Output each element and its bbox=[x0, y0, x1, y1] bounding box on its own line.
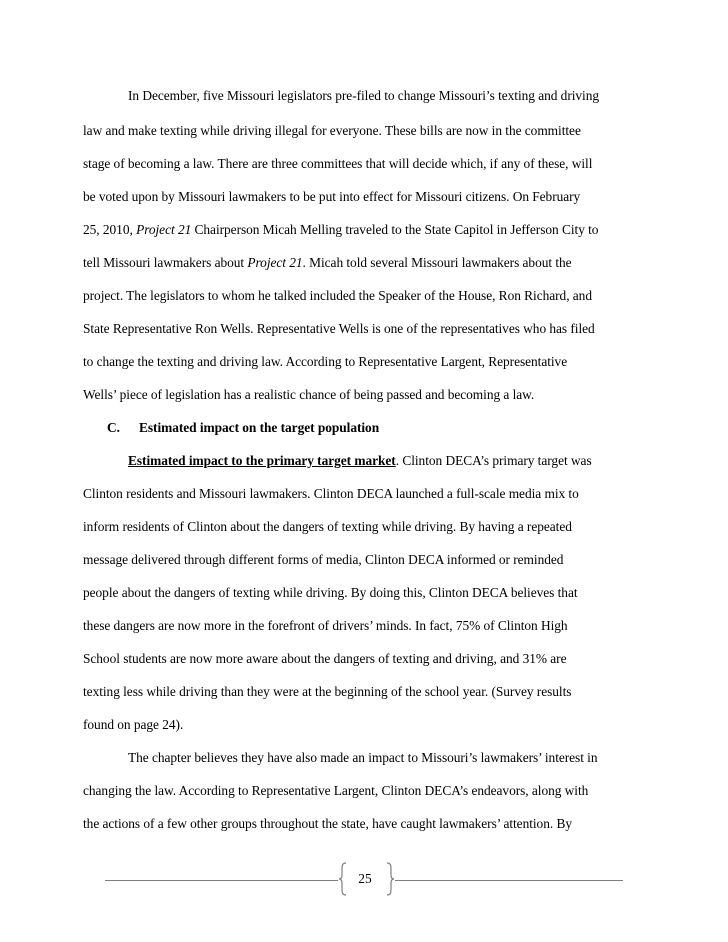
paragraph-line bbox=[83, 221, 663, 239]
section-heading bbox=[107, 419, 687, 437]
italic-project-name: Project 21 bbox=[247, 255, 303, 270]
sub-heading: Estimated impact to the primary target market bbox=[128, 453, 396, 468]
paragraph-line: law and make texting while driving illegal for everyone. These bills are now in the committee bbox=[83, 123, 581, 138]
paragraph-line: texting less while driving than they were at the beginning of the school year. (Survey results bbox=[83, 684, 572, 699]
paragraph-line: The chapter believes they have also made an impact to Missouri’s lawmakers’ interest in bbox=[128, 750, 598, 765]
paragraph-line: stage of becoming a law. There are three committees that will decide which, if any of these, will bbox=[83, 156, 593, 171]
paragraph-line: to change the texting and driving law. According to Representative Largent, Representative bbox=[83, 354, 568, 369]
section-letter: C. bbox=[107, 420, 120, 435]
paragraph-line: changing the law. According to Representative Largent, Clinton DECA’s endeavors, along with bbox=[83, 783, 589, 798]
paragraph-line: State Representative Ron Wells. Representative Wells is one of the representatives who has filed bbox=[83, 321, 595, 336]
text-run: tell Missouri lawmakers about bbox=[83, 255, 248, 270]
paragraph-line: people about the dangers of texting while driving. By doing this, Clinton DECA believes that bbox=[83, 585, 578, 600]
italic-project-name: Project 21 bbox=[136, 222, 192, 237]
text-run: . Micah told several Missouri lawmakers about the bbox=[302, 255, 572, 270]
paragraph-line bbox=[128, 452, 708, 470]
paragraph-line: project. The legislators to whom he talked included the Speaker of the House, Ron Richard, and bbox=[83, 288, 592, 303]
text-run: . Clinton DECA’s primary target was bbox=[395, 453, 592, 468]
footer-rule-right bbox=[395, 880, 623, 881]
paragraph-line: inform residents of Clinton about the dangers of texting while driving. By having a repeated bbox=[83, 519, 572, 534]
text-run: 25, 2010, bbox=[83, 222, 137, 237]
right-brace-icon bbox=[386, 862, 395, 896]
page-number: 25 bbox=[358, 871, 372, 886]
paragraph-line bbox=[83, 254, 663, 272]
paragraph-line: these dangers are now more in the forefront of drivers’ minds. In fact, 75% of Clinton High bbox=[83, 618, 568, 633]
paragraph-line: Wells’ piece of legislation has a realistic chance of being passed and becoming a law. bbox=[83, 387, 535, 402]
section-title: Estimated impact on the target population bbox=[139, 420, 380, 435]
paragraph-line: School students are now more aware about the dangers of texting and driving, and 31% are bbox=[83, 651, 567, 666]
left-brace-icon bbox=[338, 862, 347, 896]
paragraph-line: be voted upon by Missouri lawmakers to be put into effect for Missouri citizens. On February bbox=[83, 189, 581, 204]
text-run: Chairperson Micah Melling traveled to the State Capitol in Jefferson City to bbox=[191, 222, 599, 237]
paragraph-line: found on page 24). bbox=[83, 717, 184, 732]
footer-rule-left bbox=[105, 880, 338, 881]
paragraph-line: In December, five Missouri legislators pre-filed to change Missouri’s texting and driving bbox=[128, 88, 600, 103]
paragraph-line: Clinton residents and Missouri lawmakers. Clinton DECA launched a full-scale media mix to bbox=[83, 486, 579, 501]
page-footer bbox=[0, 860, 728, 900]
paragraph-line: the actions of a few other groups throughout the state, have caught lawmakers’ attention. By bbox=[83, 816, 572, 831]
paragraph-line: message delivered through different forms of media, Clinton DECA informed or reminded bbox=[83, 552, 564, 567]
